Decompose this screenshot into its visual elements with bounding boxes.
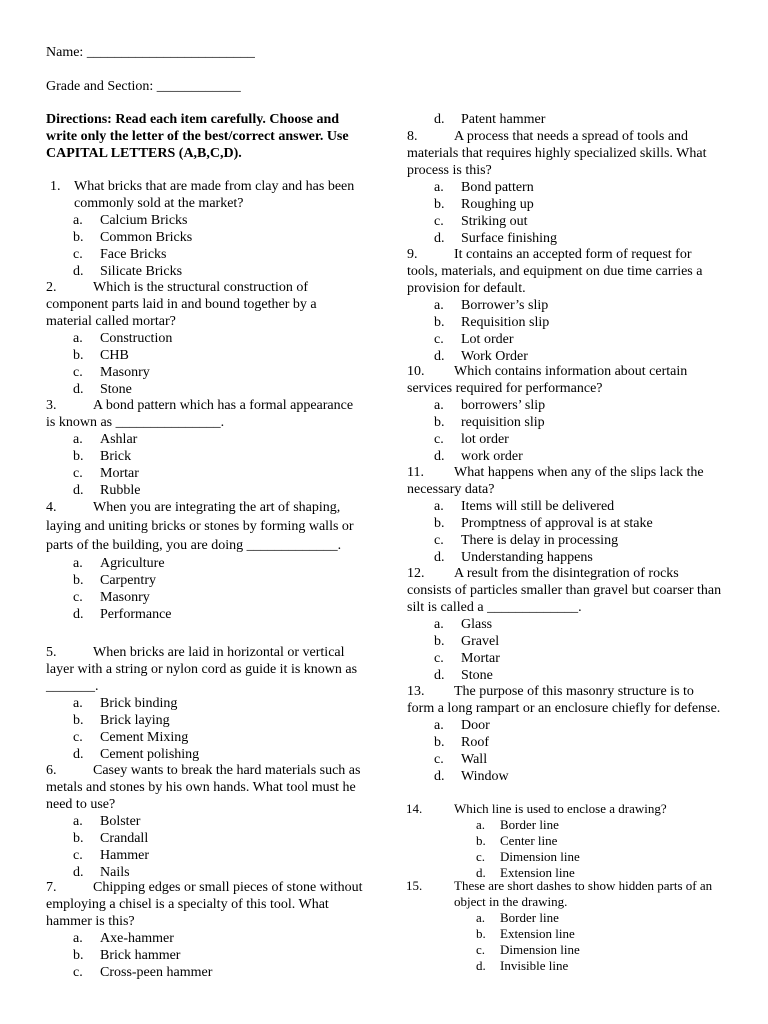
question-11	[407, 464, 723, 566]
answer-option	[46, 847, 364, 864]
option-letter: b.	[73, 831, 84, 846]
option-text: Dimension line	[500, 849, 580, 864]
question-text: Casey wants to break the hard materials such as metals and stones by his own hands. What tool must he need to use?	[46, 763, 361, 812]
option-letter: a.	[434, 398, 444, 413]
answer-option	[46, 964, 364, 981]
option-text: Promptness of approval is at stake	[461, 516, 653, 531]
directions-text: Directions: Read each item carefully. Choose and write only the letter of the best/correct answer. Use CAPITAL LETTERS (A,B,C,D).	[46, 112, 349, 161]
option-text: Silicate Bricks	[100, 264, 183, 279]
option-text: requisition slip	[461, 415, 545, 430]
option-letter: c.	[434, 651, 444, 666]
answer-option	[46, 695, 364, 712]
option-text: Masonry	[100, 590, 150, 605]
answer-option	[46, 555, 364, 572]
option-letter: a.	[73, 556, 83, 571]
option-letter: b.	[434, 197, 445, 212]
option-letter: d.	[73, 607, 84, 622]
option-letter: c.	[73, 365, 83, 380]
option-text: Stone	[100, 382, 132, 397]
question-7-continued	[407, 111, 723, 128]
option-letter: d.	[73, 747, 84, 762]
answer-option	[407, 532, 723, 549]
question-stem	[407, 464, 723, 498]
option-text: Mortar	[461, 651, 500, 666]
answer-option	[46, 572, 364, 589]
question-number: 15.	[406, 878, 423, 893]
option-text: Invisible line	[500, 958, 569, 973]
option-letter: a.	[73, 931, 83, 946]
option-text: There is delay in processing	[461, 533, 619, 548]
answer-option	[430, 849, 720, 865]
option-letter: c.	[434, 752, 444, 767]
name-field-label: Name: ________________________	[46, 45, 255, 60]
question-text: Which contains information about certain services required for performance?	[407, 364, 688, 396]
question-text: What happens when any of the slips lack the necessary data?	[407, 465, 704, 497]
option-text: borrowers’ slip	[461, 398, 546, 413]
option-letter: b.	[73, 573, 84, 588]
question-stem	[46, 762, 364, 813]
answer-option	[407, 616, 723, 633]
question-text: A process that needs a spread of tools and materials that requires highly specialized skills. What process is this?	[407, 129, 707, 178]
option-letter: a.	[73, 331, 83, 346]
answer-option	[46, 364, 364, 381]
grade-section-field-label: Grade and Section: ____________	[46, 79, 241, 94]
option-letter: a.	[434, 499, 444, 514]
question-number: 10.	[407, 364, 425, 379]
option-text: Cross-peen hammer	[100, 965, 213, 980]
option-text: Dimension line	[500, 942, 580, 957]
question-stem	[46, 498, 364, 555]
option-text: Glass	[461, 617, 493, 632]
answer-option	[46, 813, 364, 830]
answer-option	[407, 751, 723, 768]
option-letter: c.	[434, 332, 444, 347]
option-text: Performance	[100, 607, 172, 622]
option-letter: b.	[434, 735, 445, 750]
answer-option	[407, 297, 723, 314]
option-letter: d.	[476, 865, 486, 880]
question-number: 8.	[407, 129, 418, 144]
option-text: Rubble	[100, 483, 141, 498]
option-text: Crandall	[100, 831, 149, 846]
option-letter: c.	[476, 942, 486, 957]
option-letter: c.	[73, 730, 83, 745]
question-stem	[407, 683, 723, 717]
option-letter: a.	[434, 180, 444, 195]
question-number: 11.	[407, 465, 424, 480]
question-stem	[46, 178, 364, 212]
option-letter: b.	[476, 926, 486, 941]
option-letter: b.	[434, 516, 445, 531]
option-text: Cement Mixing	[100, 730, 189, 745]
option-text: lot order	[461, 432, 509, 447]
question-stem	[46, 644, 364, 695]
answer-option	[407, 734, 723, 751]
question-number: 5.	[46, 645, 57, 660]
question-12	[407, 565, 723, 684]
option-text: Nails	[100, 865, 130, 880]
question-14	[406, 801, 720, 881]
question-number: 6.	[46, 763, 57, 778]
answer-option	[407, 549, 723, 566]
option-letter: a.	[434, 617, 444, 632]
option-letter: a.	[476, 910, 486, 925]
answer-option	[46, 712, 364, 729]
question-9	[407, 246, 723, 365]
answer-option	[46, 930, 364, 947]
answer-option	[407, 213, 723, 230]
question-stem	[46, 397, 364, 431]
option-letter: d.	[434, 550, 445, 565]
option-letter: c.	[434, 432, 444, 447]
option-letter: d.	[434, 349, 445, 364]
option-letter: d.	[434, 112, 445, 127]
answer-option	[430, 910, 720, 926]
question-stem	[406, 801, 720, 817]
answer-option	[407, 230, 723, 247]
option-letter: b.	[73, 230, 84, 245]
option-letter: b.	[73, 713, 84, 728]
option-letter: d.	[434, 231, 445, 246]
option-text: Face Bricks	[100, 247, 167, 262]
option-text: Door	[461, 718, 490, 733]
option-text: Extension line	[500, 865, 575, 880]
question-text: Which is the structural construction of component parts laid in and bound together by a material called mortar?	[46, 280, 317, 329]
option-letter: c.	[476, 849, 486, 864]
answer-option	[430, 817, 720, 833]
answer-option	[46, 465, 364, 482]
option-letter: c.	[434, 533, 444, 548]
answer-option	[407, 414, 723, 431]
option-letter: a.	[434, 718, 444, 733]
option-text: Understanding happens	[461, 550, 593, 565]
question-number: 3.	[46, 398, 57, 413]
option-letter: a.	[434, 298, 444, 313]
option-text: Carpentry	[100, 573, 156, 588]
answer-option	[46, 830, 364, 847]
option-text: Common Bricks	[100, 230, 193, 245]
option-text: Ashlar	[100, 432, 138, 447]
option-text: Brick hammer	[100, 948, 181, 963]
option-letter: a.	[73, 432, 83, 447]
option-text: Gravel	[461, 634, 500, 649]
option-text: Border line	[500, 817, 559, 832]
answer-option	[407, 717, 723, 734]
option-letter: c.	[434, 214, 444, 229]
answer-option	[46, 347, 364, 364]
option-letter: b.	[434, 634, 445, 649]
option-letter: d.	[434, 449, 445, 464]
question-stem	[407, 128, 723, 179]
answer-option	[407, 633, 723, 650]
option-letter: d.	[434, 769, 445, 784]
question-10	[407, 363, 723, 465]
question-stem	[407, 363, 723, 397]
answer-option	[407, 650, 723, 667]
answer-option	[407, 331, 723, 348]
option-letter: c.	[73, 466, 83, 481]
option-text: Calcium Bricks	[100, 213, 188, 228]
question-4	[46, 498, 364, 623]
question-text: These are short dashes to show hidden parts of an object in the drawing.	[454, 878, 713, 909]
option-letter: d.	[73, 382, 84, 397]
answer-option	[46, 589, 364, 606]
option-text: Brick binding	[100, 696, 178, 711]
question-5	[46, 644, 364, 763]
answer-option	[430, 942, 720, 958]
option-text: work order	[461, 449, 523, 464]
question-text: It contains an accepted form of request for tools, materials, and equipment on due time carries a provision for default.	[407, 247, 703, 296]
question-number: 7.	[46, 880, 57, 895]
option-text: Window	[461, 769, 509, 784]
option-text: Cement polishing	[100, 747, 200, 762]
question-3	[46, 397, 364, 499]
option-text: Roof	[461, 735, 489, 750]
option-text: Items will still be delivered	[461, 499, 615, 514]
option-text: Hammer	[100, 848, 149, 863]
answer-option	[46, 381, 364, 398]
question-7	[46, 879, 364, 981]
answer-option	[46, 947, 364, 964]
question-number: 2.	[46, 280, 57, 295]
option-letter: a.	[73, 696, 83, 711]
answer-option	[46, 330, 364, 347]
question-6	[46, 762, 364, 881]
question-13	[407, 683, 723, 785]
answer-option	[407, 768, 723, 785]
answer-option	[430, 833, 720, 849]
question-text: Chipping edges or small pieces of stone without employing a chisel is a specialty of this tool. What hammer is this?	[46, 880, 363, 929]
option-letter: b.	[73, 449, 84, 464]
option-letter: a.	[73, 213, 83, 228]
option-text: Wall	[461, 752, 488, 767]
option-text: Masonry	[100, 365, 150, 380]
option-letter: c.	[73, 590, 83, 605]
question-number: 12.	[407, 566, 425, 581]
option-text: Brick laying	[100, 713, 170, 728]
answer-option	[430, 926, 720, 942]
answer-option	[46, 746, 364, 763]
option-letter: c.	[73, 247, 83, 262]
option-text: Lot order	[461, 332, 514, 347]
answer-option	[430, 958, 720, 974]
question-stem	[406, 878, 720, 910]
option-text: Surface finishing	[461, 231, 558, 246]
question-stem	[407, 565, 723, 616]
option-text: Patent hammer	[461, 112, 546, 127]
option-letter: c.	[73, 965, 83, 980]
option-letter: d.	[434, 668, 445, 683]
option-letter: d.	[73, 865, 84, 880]
answer-option	[46, 729, 364, 746]
answer-option	[46, 229, 364, 246]
option-text: Bolster	[100, 814, 141, 829]
question-15	[406, 878, 720, 974]
question-stem	[46, 279, 364, 330]
answer-option	[46, 431, 364, 448]
answer-option	[407, 314, 723, 331]
option-text: Borrower’s slip	[461, 298, 549, 313]
answer-option	[46, 246, 364, 263]
question-text: A result from the disintegration of rocks consists of particles smaller than gravel but coarser than silt is called a _____________.	[407, 566, 722, 615]
option-letter: d.	[476, 958, 486, 973]
option-letter: a.	[73, 814, 83, 829]
option-text: CHB	[100, 348, 129, 363]
answer-option	[46, 448, 364, 465]
answer-option	[46, 606, 364, 623]
option-letter: d.	[73, 483, 84, 498]
option-letter: b.	[434, 415, 445, 430]
option-text: Stone	[461, 668, 493, 683]
answer-option	[407, 179, 723, 196]
answer-option	[407, 448, 723, 465]
option-text: Roughing up	[461, 197, 534, 212]
question-8	[407, 128, 723, 247]
answer-option	[46, 263, 364, 280]
question-number: 4.	[46, 500, 57, 515]
option-text: Center line	[500, 833, 558, 848]
question-text: When you are integrating the art of shaping, laying and uniting bricks or stones by forming walls or parts of the building, you are doing _____________.	[46, 500, 354, 553]
question-number: 9.	[407, 247, 418, 262]
option-letter: b.	[434, 315, 445, 330]
answer-option	[407, 498, 723, 515]
answer-option	[46, 482, 364, 499]
answer-option	[407, 111, 723, 128]
option-text: Mortar	[100, 466, 139, 481]
answer-option	[407, 431, 723, 448]
option-letter: d.	[73, 264, 84, 279]
option-letter: a.	[476, 817, 486, 832]
option-text: Agriculture	[100, 556, 165, 571]
option-text: Brick	[100, 449, 132, 464]
option-letter: b.	[73, 948, 84, 963]
option-text: Extension line	[500, 926, 575, 941]
answer-option	[46, 212, 364, 229]
option-text: Bond pattern	[461, 180, 534, 195]
option-letter: c.	[73, 848, 83, 863]
answer-option	[407, 667, 723, 684]
answer-option	[407, 515, 723, 532]
question-text: Which line is used to enclose a drawing?	[454, 801, 667, 816]
question-number: 14.	[406, 801, 423, 816]
question-stem	[407, 246, 723, 297]
option-text: Striking out	[461, 214, 528, 229]
option-text: Border line	[500, 910, 559, 925]
option-text: Requisition slip	[461, 315, 550, 330]
option-text: Axe-hammer	[100, 931, 174, 946]
question-2	[46, 279, 364, 398]
question-1	[46, 178, 364, 280]
question-text: What bricks that are made from clay and has been commonly sold at the market?	[74, 179, 355, 211]
option-text: Construction	[100, 331, 173, 346]
answer-option	[407, 397, 723, 414]
question-number: 13.	[407, 684, 425, 699]
option-letter: b.	[476, 833, 486, 848]
question-text: A bond pattern which has a formal appearance is known as _______________.	[46, 398, 354, 430]
option-letter: b.	[73, 348, 84, 363]
option-text: Work Order	[461, 349, 528, 364]
question-text: The purpose of this masonry structure is to form a long rampart or an enclosure chiefly for defense.	[407, 684, 721, 716]
question-number: 1.	[50, 179, 61, 194]
question-text: When bricks are laid in horizontal or vertical layer with a string or nylon cord as guide it is known as _______.	[46, 645, 358, 694]
answer-option	[407, 196, 723, 213]
question-stem	[46, 879, 364, 930]
